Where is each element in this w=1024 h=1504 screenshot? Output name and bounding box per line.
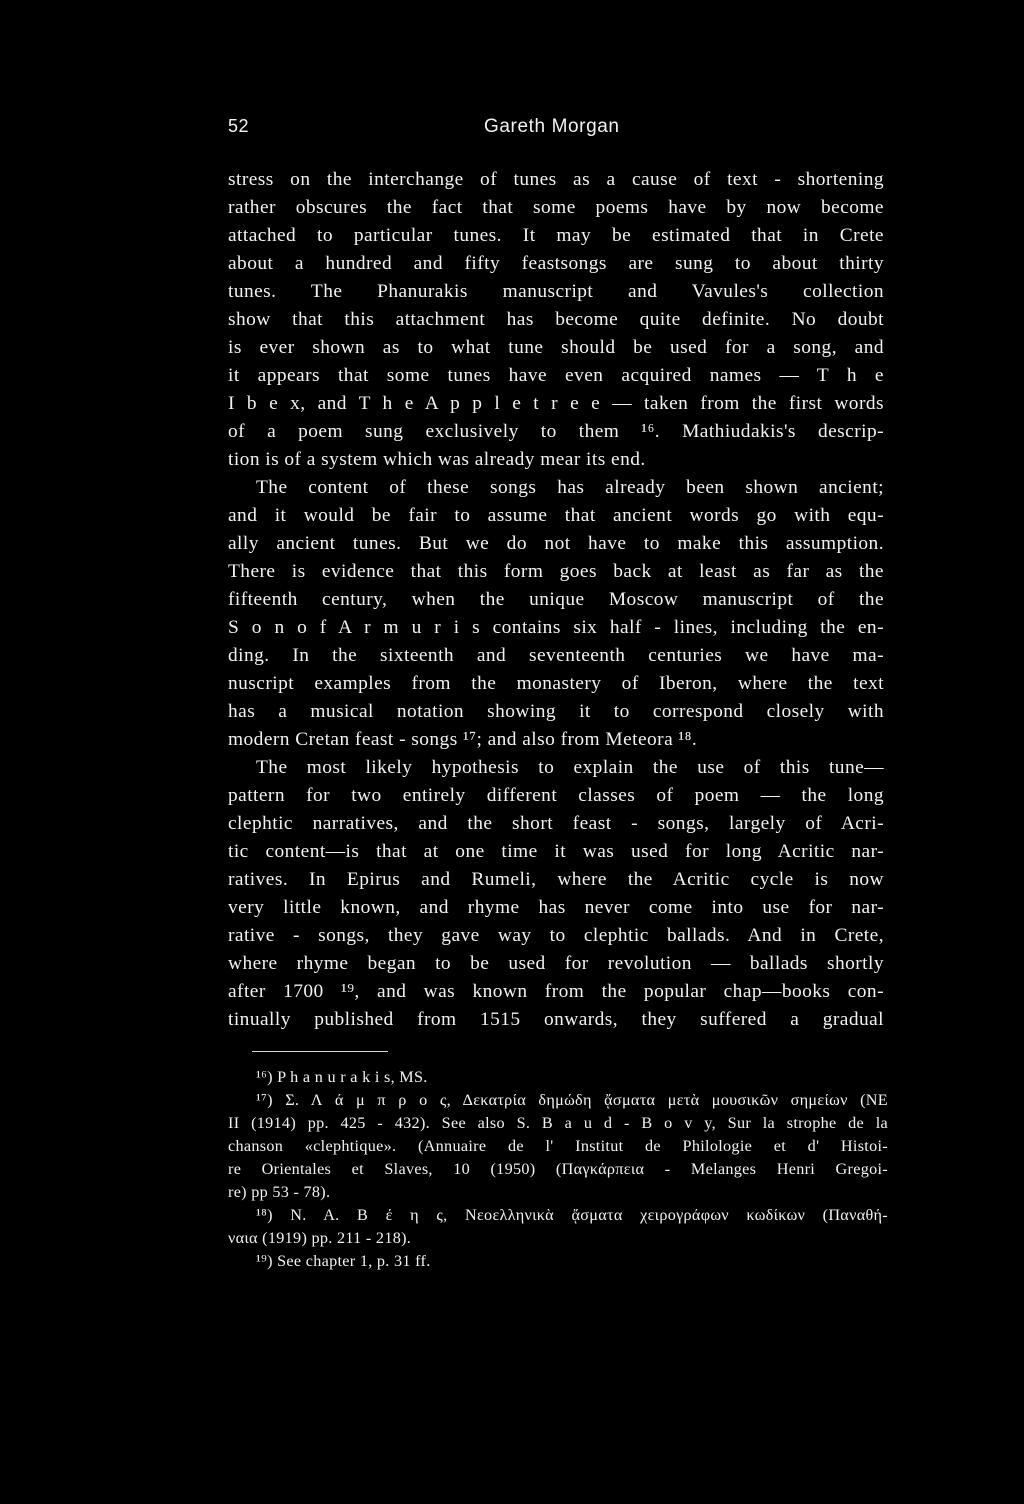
running-head: Gareth Morgan [484, 116, 620, 137]
footnote-line: ναια (1919) pp. 211 - 218). [228, 1229, 412, 1247]
body-line: it appears that some tunes have even acquired names — T h e [228, 365, 884, 386]
body-line: after 1700 ¹⁹, and was known from the popular chap—books con- [228, 981, 884, 1002]
footnote-line: re) pp 53 - 78). [228, 1183, 331, 1201]
body-line: about a hundred and fifty feastsongs are sung to about thirty [228, 253, 884, 274]
body-line: ratives. In Epirus and Rumeli, where the Acritic cycle is now [228, 869, 884, 890]
body-line: and it would be fair to assume that ancient words go with equ- [228, 505, 884, 526]
body-line: fifteenth century, when the unique Moscow manuscript of the [228, 589, 884, 610]
body-text [228, 166, 884, 1034]
footnote-line: ¹⁸) N. A. B έ η ς, Νεοελληνικὰ ᾄσματα χειρογράφων κωδίκων (Παναθή- [256, 1206, 888, 1224]
footnote-line: ¹⁶) P h a n u r a k i s, MS. [256, 1068, 428, 1086]
footnote-line: II (1914) pp. 425 - 432). See also S. B a u d - B o v y, Sur la strophe de la [228, 1114, 888, 1132]
footnotes [228, 1066, 888, 1273]
body-line: stress on the interchange of tunes as a cause of text - shortening [228, 169, 884, 190]
footnote-line: chanson «clephtique». (Annuaire de l' Institut de Philologie et d' Histoi- [228, 1137, 888, 1155]
body-line: ding. In the sixteenth and seventeenth centuries we have ma- [228, 645, 884, 666]
body-line: very little known, and rhyme has never come into use for nar- [228, 897, 884, 918]
body-line: I b e x, and T h e A p p l e t r e e — taken from the first words [228, 393, 884, 414]
page-number: 52 [228, 116, 250, 136]
body-line: pattern for two entirely different classes of poem — the long [228, 785, 884, 806]
body-line: where rhyme began to be used for revolution — ballads shortly [228, 953, 884, 974]
body-line: The most likely hypothesis to explain the use of this tune— [256, 757, 884, 778]
body-line: nuscript examples from the monastery of Iberon, where the text [228, 673, 884, 694]
body-line: show that this attachment has become quite definite. No doubt [228, 309, 884, 330]
body-line: tunes. The Phanurakis manuscript and Vavules's collection [228, 281, 884, 302]
body-line: tic content—is that at one time it was used for long Acritic nar- [228, 841, 884, 862]
footnote-divider [252, 1051, 388, 1052]
body-line: The content of these songs has already been shown ancient; [256, 477, 884, 498]
body-line: tion is of a system which was already mear its end. [228, 449, 646, 470]
body-line: clephtic narratives, and the short feast - songs, largely of Acri- [228, 813, 884, 834]
body-line: has a musical notation showing it to correspond closely with [228, 701, 884, 722]
page-header [228, 116, 888, 146]
body-line: rative - songs, they gave way to clephtic ballads. And in Crete, [228, 925, 884, 946]
body-line: ally ancient tunes. But we do not have to make this assumption. [228, 533, 884, 554]
body-line: modern Cretan feast - songs ¹⁷; and also from Meteora ¹⁸. [228, 729, 698, 750]
footnote-line: ¹⁷) Σ. Λ ά μ π ρ ο ς, Δεκατρία δημώδη ᾄσματα μετὰ μουσικῶν σημείων (ΝΕ [256, 1091, 888, 1109]
body-line: attached to particular tunes. It may be estimated that in Crete [228, 225, 884, 246]
body-line: S o n o f A r m u r i s contains six half - lines, including the en- [228, 617, 884, 638]
body-line: is ever shown as to what tune should be used for a song, and [228, 337, 884, 358]
body-line: tinually published from 1515 onwards, they suffered a gradual [228, 1009, 884, 1030]
body-line: of a poem sung exclusively to them ¹⁶. Mathiudakis's descrip- [228, 421, 884, 442]
footnote-line: re Orientales et Slaves, 10 (1950) (Παγκάρπεια - Melanges Henri Gregoi- [228, 1160, 888, 1178]
body-line: There is evidence that this form goes back at least as far as the [228, 561, 884, 582]
body-line: rather obscures the fact that some poems have by now become [228, 197, 884, 218]
footnote-line: ¹⁹) See chapter 1, p. 31 ff. [256, 1252, 431, 1270]
